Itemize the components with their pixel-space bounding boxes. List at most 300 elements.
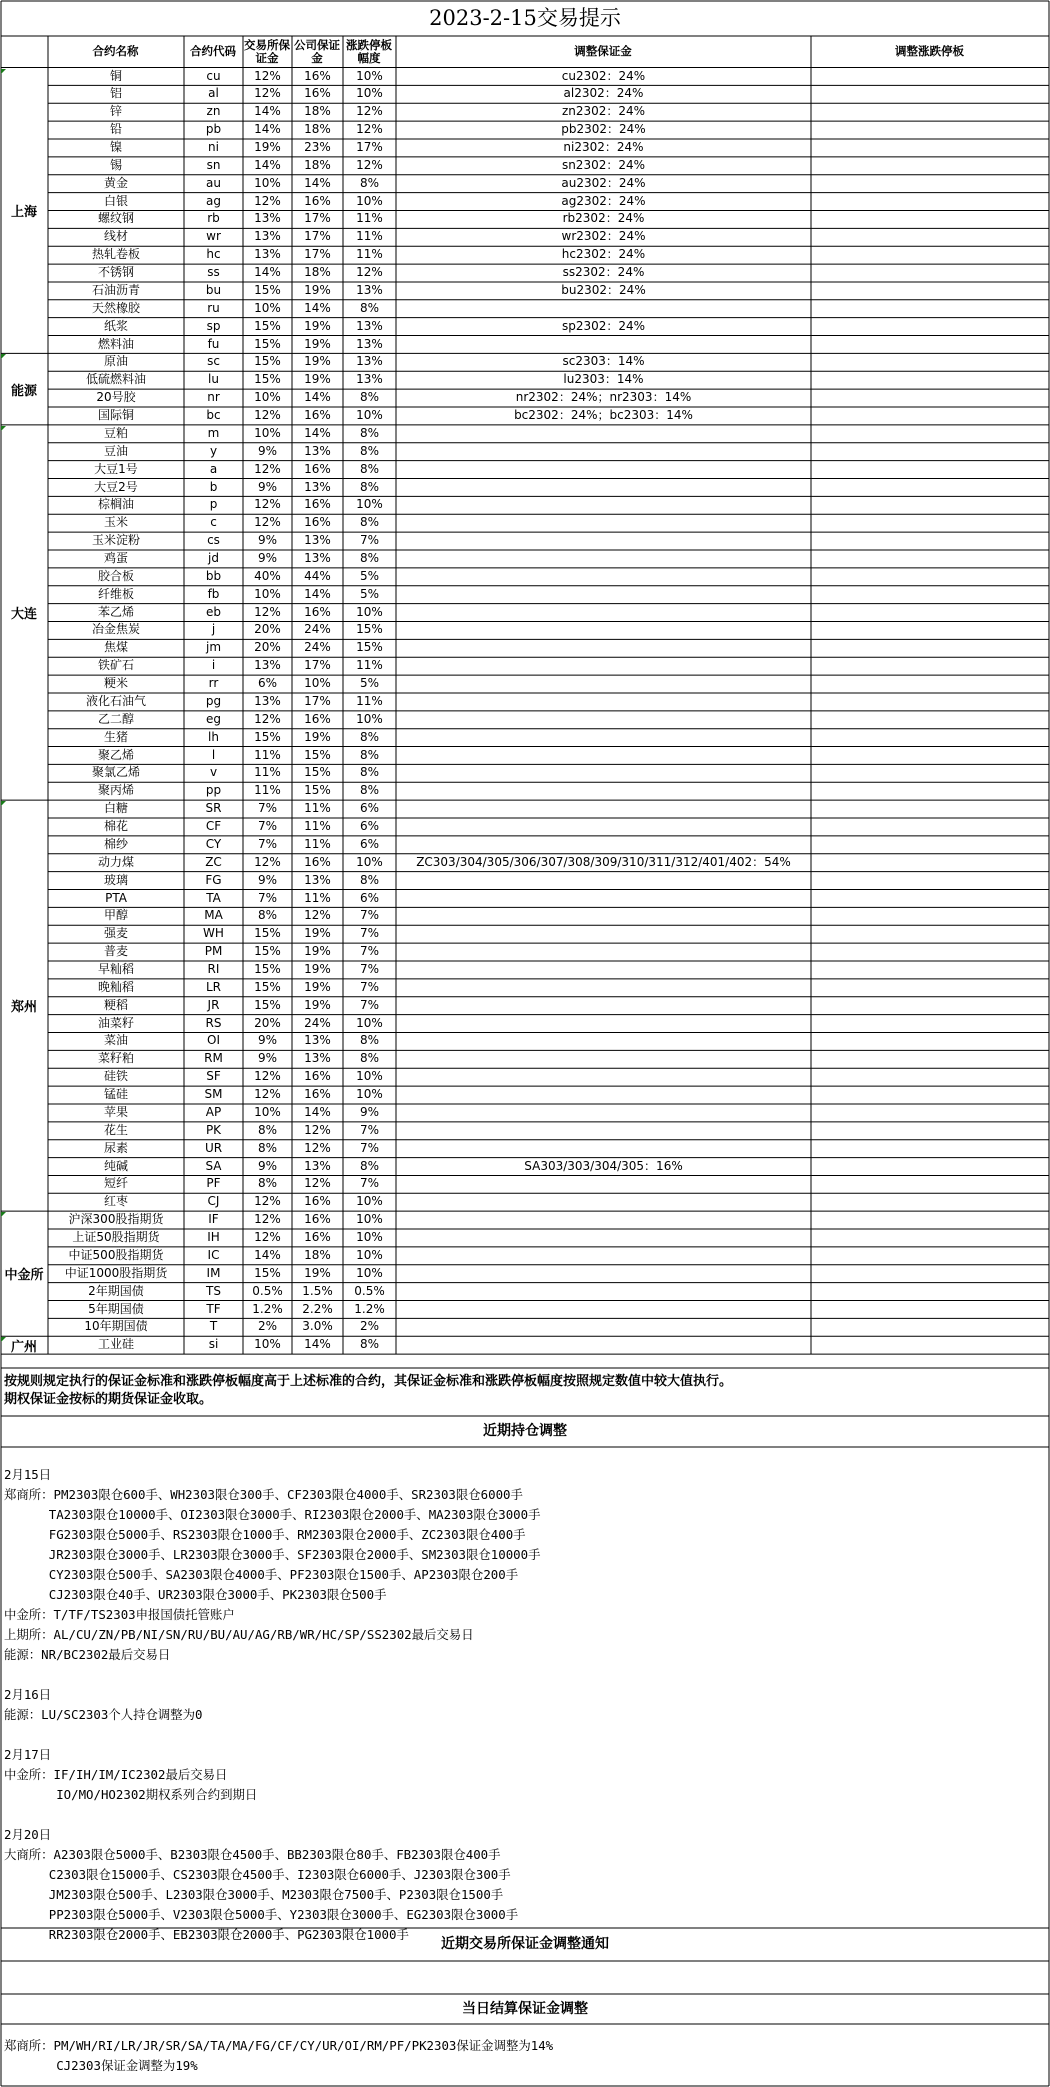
contract-code: IC	[207, 1247, 220, 1262]
contract-name: 铁矿石	[97, 658, 134, 673]
limit-range: 12%	[356, 122, 383, 137]
cell-marker-icon	[1, 426, 6, 431]
exchange-label: 郑州	[10, 1000, 37, 1016]
exchange-margin: 20%	[254, 640, 281, 655]
contract-code: WH	[203, 926, 224, 941]
contract-code: PF	[206, 1176, 221, 1191]
limit-range: 8%	[359, 1033, 380, 1048]
contract-name: 苯乙烯	[97, 604, 134, 619]
adjusted-margin	[396, 800, 811, 818]
exchange-margin: 20%	[254, 622, 281, 637]
company-margin: 16%	[304, 1087, 331, 1102]
contract-name: 聚丙烯	[97, 783, 134, 798]
contract-name: 晚籼稻	[97, 979, 134, 994]
limit-range: 7%	[359, 1176, 380, 1191]
company-margin: 18%	[304, 122, 331, 137]
exchange-margin: 11%	[254, 765, 281, 780]
contract-name: 20号胶	[96, 390, 136, 405]
limit-range: 17%	[356, 139, 383, 154]
contract-code: cu	[206, 68, 221, 83]
limit-range: 10%	[356, 1212, 383, 1227]
limit-range: 11%	[356, 247, 383, 262]
limit-range: 8%	[359, 872, 380, 887]
exchange-margin: 40%	[254, 568, 281, 583]
cell-marker-icon	[1, 69, 6, 74]
contract-name: 生猪	[103, 729, 128, 744]
exchange-margin: 15%	[254, 979, 281, 994]
adjusted-margin	[396, 782, 811, 800]
note-rule: 按规则规定执行的保证金标准和涨跌停板幅度高于上述标准的合约，其保证金标准和涨跌停板幅度按照规定数值中较大值执行。	[4, 1374, 733, 1389]
adjusted-margin: cu2302：24%	[561, 68, 646, 83]
company-margin: 16%	[304, 1212, 331, 1227]
contract-name: PTA	[105, 890, 127, 905]
contract-name: 铅	[109, 122, 122, 137]
contract-code: ag	[206, 193, 221, 208]
limit-range: 10%	[356, 68, 383, 83]
contract-name: 强麦	[103, 926, 128, 941]
exchange-margin: 12%	[254, 461, 281, 476]
limit-range: 5%	[359, 586, 380, 601]
exchange-label: 上海	[10, 204, 37, 220]
exchange-margin: 10%	[254, 586, 281, 601]
limit-range: 8%	[359, 1337, 380, 1352]
limit-range: 11%	[356, 211, 383, 226]
exchange-margin: 12%	[254, 68, 281, 83]
adjusted-margin	[396, 997, 811, 1015]
adjusted-margin	[396, 1140, 811, 1158]
contract-name: 早籼稻	[97, 962, 134, 976]
adjusted-margin	[396, 532, 811, 550]
limit-range: 8%	[359, 783, 380, 798]
company-margin: 15%	[304, 783, 331, 798]
contract-name: 聚乙烯	[97, 747, 134, 762]
contract-code: al	[208, 86, 219, 101]
company-margin: 14%	[304, 175, 331, 190]
position-line: 2月15日	[4, 1467, 52, 1482]
limit-range: 8%	[359, 515, 380, 530]
limit-range: 15%	[356, 640, 383, 655]
contract-code: bb	[205, 568, 222, 583]
contract-code: j	[211, 622, 216, 637]
contract-code: ru	[207, 300, 220, 315]
contract-code: UR	[204, 1140, 223, 1155]
exchange-margin: 11%	[254, 783, 281, 798]
contract-name: 菜油	[103, 1033, 128, 1048]
contract-name: 大豆1号	[94, 461, 138, 476]
contract-name: 2年期国债	[88, 1283, 144, 1298]
contract-code: nr	[207, 390, 220, 405]
exchange-margin: 14%	[254, 157, 281, 172]
company-margin: 19%	[304, 962, 331, 976]
limit-range: 6%	[359, 890, 380, 905]
section-exchange-notice: 近期交易所保证金调整通知	[441, 1936, 609, 1952]
adjusted-margin	[396, 890, 811, 908]
adjusted-margin	[396, 568, 811, 586]
contract-code: SF	[206, 1069, 221, 1084]
position-line: CJ2303限仓40手、UR2303限仓3000手、PK2303限仓500手	[4, 1587, 387, 1602]
limit-range: 10%	[356, 854, 383, 869]
exchange-margin: 6%	[257, 676, 278, 691]
adjusted-margin: ss2302：24%	[562, 265, 645, 280]
limit-range: 10%	[356, 1265, 383, 1280]
limit-range: 8%	[359, 550, 380, 565]
limit-range: 1.2%	[354, 1301, 385, 1316]
exchange-margin: 8%	[257, 908, 278, 923]
exchange-margin: 13%	[254, 693, 281, 708]
company-margin: 17%	[304, 211, 331, 226]
exchange-margin: 15%	[254, 926, 281, 941]
cell-marker-icon	[1, 1212, 6, 1217]
company-margin: 13%	[304, 872, 331, 887]
limit-range: 8%	[359, 300, 380, 315]
limit-range: 6%	[359, 836, 380, 851]
exchange-margin: 15%	[254, 354, 281, 369]
contract-name: 焦煤	[103, 640, 128, 655]
contract-name: 纯碱	[103, 1158, 128, 1173]
company-margin: 19%	[304, 729, 331, 744]
adjusted-margin	[396, 586, 811, 604]
contract-code: ni	[208, 139, 219, 154]
position-line: 中金所：T/TF/TS2303申报国债托管账户	[4, 1607, 235, 1622]
company-margin: 19%	[304, 926, 331, 941]
adjusted-margin: zn2302：24%	[561, 104, 646, 119]
header-exchange-margin: 交易所保证金	[244, 37, 290, 65]
exchange-margin: 13%	[254, 229, 281, 244]
adjusted-margin	[396, 1122, 811, 1140]
company-margin: 16%	[304, 1194, 331, 1209]
position-line: PP2303限仓5000手、V2303限仓5000手、Y2303限仓3000手、EG2303限仓3000手	[4, 1907, 519, 1922]
limit-range: 8%	[359, 461, 380, 476]
adjusted-margin	[396, 979, 811, 997]
exchange-margin: 15%	[254, 318, 281, 333]
company-margin: 16%	[304, 854, 331, 869]
contract-code: RS	[205, 1015, 222, 1030]
contract-code: pb	[205, 122, 222, 137]
adjusted-margin	[396, 872, 811, 890]
exchange-margin: 15%	[254, 962, 281, 976]
contract-name: 油菜籽	[97, 1015, 134, 1030]
limit-range: 10%	[356, 1247, 383, 1262]
company-margin: 12%	[304, 1140, 331, 1155]
company-margin: 19%	[304, 944, 331, 959]
contract-code: au	[206, 175, 221, 190]
cell-marker-icon	[1, 801, 6, 806]
position-line: 中金所：IF/IH/IM/IC2302最后交易日	[4, 1767, 228, 1782]
adjusted-margin	[396, 1015, 811, 1033]
exchange-margin: 12%	[254, 1087, 281, 1102]
exchange-margin: 15%	[254, 729, 281, 744]
position-line: 2月17日	[4, 1747, 52, 1762]
company-margin: 44%	[304, 568, 331, 583]
exchange-margin: 20%	[254, 1015, 281, 1030]
adjusted-margin: pb2302：24%	[561, 122, 646, 137]
exchange-margin: 12%	[254, 1069, 281, 1084]
note-option: 期权保证金按标的期货保证金收取。	[4, 1392, 213, 1407]
adjusted-margin	[396, 621, 811, 639]
position-line: FG2303限仓5000手、RS2303限仓1000手、RM2303限仓2000手、ZC2303限仓400手	[4, 1527, 526, 1542]
limit-range: 6%	[359, 801, 380, 816]
contract-name: 中证500股指期货	[68, 1247, 164, 1262]
contract-code: b	[209, 479, 218, 494]
company-margin: 16%	[304, 408, 331, 423]
contract-name: 沪深300股指期货	[68, 1212, 164, 1227]
company-margin: 19%	[304, 354, 331, 369]
contract-code: c	[210, 515, 217, 530]
exchange-margin: 14%	[254, 265, 281, 280]
exchange-margin: 1.2%	[252, 1301, 283, 1316]
exchange-margin: 19%	[254, 139, 281, 154]
adjusted-margin	[396, 1229, 811, 1247]
company-margin: 16%	[304, 461, 331, 476]
limit-range: 8%	[359, 443, 380, 458]
exchange-margin: 15%	[254, 1265, 281, 1280]
company-margin: 14%	[304, 390, 331, 405]
contract-code: wr	[206, 229, 221, 244]
contract-code: lh	[208, 729, 219, 744]
company-margin: 19%	[304, 997, 331, 1012]
contract-name: 白银	[103, 193, 128, 208]
exchange-margin: 7%	[257, 801, 278, 816]
company-margin: 12%	[304, 1122, 331, 1137]
limit-range: 7%	[359, 962, 380, 976]
contract-code: T	[209, 1319, 218, 1334]
adjusted-margin	[396, 1265, 811, 1283]
contract-code: m	[207, 425, 220, 440]
contract-code: RM	[204, 1051, 223, 1066]
exchange-margin: 7%	[257, 890, 278, 905]
exchange-margin: 13%	[254, 247, 281, 262]
adjusted-margin: bc2302：24%；bc2303：14%	[514, 408, 693, 423]
cell-marker-icon	[1, 1337, 6, 1342]
limit-range: 8%	[359, 747, 380, 762]
exchange-margin: 15%	[254, 944, 281, 959]
limit-range: 8%	[359, 729, 380, 744]
contract-code: eb	[206, 604, 221, 619]
contract-code: IH	[207, 1230, 220, 1245]
adjusted-margin: sn2302：24%	[561, 157, 646, 172]
contract-code: MA	[204, 908, 223, 923]
position-line: CY2303限仓500手、SA2303限仓4000手、PF2303限仓1500手、AP2303限仓200手	[4, 1567, 519, 1582]
limit-range: 7%	[359, 533, 380, 548]
company-margin: 19%	[304, 1265, 331, 1280]
contract-code: AP	[205, 1104, 222, 1119]
adjusted-margin	[396, 1086, 811, 1104]
contract-name: 螺纹钢	[97, 211, 134, 226]
contract-name: 原油	[103, 354, 128, 369]
settlement-line: 郑商所：PM/WH/RI/LR/JR/SR/SA/TA/MA/FG/CF/CY/UR/OI/RM/PF/PK2303保证金调整为14%	[4, 2038, 554, 2053]
limit-range: 12%	[356, 265, 383, 280]
company-margin: 17%	[304, 247, 331, 262]
contract-name: 粳稻	[103, 997, 128, 1012]
adjusted-margin: nr2302：24%；nr2303：14%	[515, 390, 692, 405]
exchange-margin: 12%	[254, 1194, 281, 1209]
company-margin: 18%	[304, 1247, 331, 1262]
contract-code: pg	[205, 693, 222, 708]
company-margin: 17%	[304, 658, 331, 673]
position-line: 2月16日	[4, 1687, 52, 1702]
contract-code: a	[209, 461, 218, 476]
adjusted-margin	[396, 443, 811, 461]
limit-range: 8%	[359, 1051, 380, 1066]
exchange-margin: 0.5%	[252, 1283, 283, 1298]
adjusted-margin	[396, 1068, 811, 1086]
limit-range: 10%	[356, 711, 383, 726]
company-margin: 13%	[304, 533, 331, 548]
contract-name: 5年期国债	[88, 1301, 144, 1316]
exchange-margin: 12%	[254, 1212, 281, 1227]
contract-code: rb	[207, 211, 220, 226]
limit-range: 8%	[359, 390, 380, 405]
contract-name: 低硫燃料油	[85, 372, 146, 387]
contract-code: CY	[205, 836, 222, 851]
exchange-margin: 9%	[257, 443, 278, 458]
contract-code: IM	[206, 1265, 221, 1280]
exchange-margin: 10%	[254, 425, 281, 440]
exchange-margin: 14%	[254, 1247, 281, 1262]
adjusted-margin	[396, 1283, 811, 1301]
contract-name: 棕榈油	[97, 497, 134, 512]
settlement-line: CJ2303保证金调整为19%	[4, 2058, 198, 2073]
limit-range: 11%	[356, 693, 383, 708]
contract-code: p	[209, 497, 218, 512]
position-line: 上期所：AL/CU/ZN/PB/NI/SN/RU/BU/AU/AG/RB/WR/HC/SP/SS2302最后交易日	[4, 1627, 474, 1642]
contract-code: y	[209, 443, 218, 458]
contract-name: 大豆2号	[94, 479, 138, 494]
contract-code: TF	[206, 1301, 221, 1316]
limit-range: 13%	[356, 282, 383, 297]
limit-range: 11%	[356, 658, 383, 673]
contract-code: RI	[207, 962, 220, 976]
contract-code: jd	[208, 550, 219, 565]
company-margin: 16%	[304, 515, 331, 530]
adjusted-margin	[396, 1336, 811, 1354]
exchange-margin: 12%	[254, 854, 281, 869]
contract-name: 花生	[103, 1122, 128, 1137]
exchange-margin: 14%	[254, 122, 281, 137]
company-margin: 11%	[304, 801, 331, 816]
adjusted-margin	[396, 461, 811, 479]
limit-range: 10%	[356, 86, 383, 101]
contract-name: 玉米	[103, 515, 128, 530]
contract-code: SA	[205, 1158, 222, 1173]
exchange-margin: 15%	[254, 336, 281, 351]
exchange-margin: 11%	[254, 747, 281, 762]
position-line: 2月20日	[4, 1827, 52, 1842]
page-title: 2023-2-15交易提示	[429, 6, 621, 30]
header-adjusted-margin: 调整保证金	[574, 44, 632, 58]
exchange-margin: 8%	[257, 1176, 278, 1191]
company-margin: 24%	[304, 640, 331, 655]
contract-name: 棉花	[103, 819, 128, 834]
limit-range: 8%	[359, 1158, 380, 1173]
contract-name: 线材	[103, 229, 128, 244]
contract-name: 胶合板	[97, 568, 134, 583]
company-margin: 14%	[304, 300, 331, 315]
limit-range: 7%	[359, 1122, 380, 1137]
adjusted-margin	[396, 675, 811, 693]
exchange-margin: 10%	[254, 1104, 281, 1119]
company-margin: 15%	[304, 765, 331, 780]
limit-range: 2%	[359, 1319, 380, 1334]
company-margin: 14%	[304, 425, 331, 440]
limit-range: 7%	[359, 979, 380, 994]
company-margin: 14%	[304, 1104, 331, 1119]
company-margin: 16%	[304, 497, 331, 512]
company-margin: 15%	[304, 747, 331, 762]
limit-range: 7%	[359, 1140, 380, 1155]
adjusted-margin	[396, 1193, 811, 1211]
exchange-margin: 13%	[254, 211, 281, 226]
contract-code: sn	[206, 157, 221, 172]
contract-name: 苹果	[103, 1104, 128, 1119]
limit-range: 12%	[356, 104, 383, 119]
company-margin: 16%	[304, 711, 331, 726]
contract-code: ZC	[205, 854, 222, 869]
exchange-margin: 12%	[254, 711, 281, 726]
contract-code: jm	[205, 640, 222, 655]
contract-code: sp	[206, 318, 221, 333]
header-company-margin: 公司保证金	[294, 37, 340, 65]
exchange-margin: 15%	[254, 997, 281, 1012]
limit-range: 6%	[359, 819, 380, 834]
adjusted-margin	[396, 729, 811, 747]
adjusted-margin: al2302：24%	[563, 86, 644, 101]
exchange-margin: 12%	[254, 86, 281, 101]
adjusted-margin: ZC303/304/305/306/307/308/309/310/311/312/401/402：54%	[416, 854, 791, 869]
exchange-margin: 13%	[254, 658, 281, 673]
exchange-margin: 10%	[254, 300, 281, 315]
adjusted-margin: wr2302：24%	[561, 229, 646, 244]
adjusted-margin	[396, 425, 811, 443]
company-margin: 18%	[304, 104, 331, 119]
contract-code: SM	[204, 1087, 223, 1102]
position-line: 能源：NR/BC2302最后交易日	[4, 1647, 171, 1662]
position-line: C2303限仓15000手、CS2303限仓4500手、I2303限仓6000手、J2303限仓300手	[4, 1867, 511, 1882]
contract-name: 玉米淀粉	[91, 533, 140, 548]
limit-range: 13%	[356, 318, 383, 333]
contract-name: 中证1000股指期货	[64, 1265, 168, 1280]
exchange-margin: 15%	[254, 372, 281, 387]
adjusted-margin	[396, 925, 811, 943]
contract-code: CJ	[207, 1194, 220, 1209]
limit-range: 7%	[359, 926, 380, 941]
header-name: 合约名称	[92, 44, 139, 58]
cell-marker-icon	[1, 354, 6, 359]
limit-range: 10%	[356, 1015, 383, 1030]
contract-code: TA	[206, 890, 221, 905]
exchange-label: 广州	[10, 1339, 37, 1355]
contract-code: pp	[205, 783, 222, 798]
limit-range: 10%	[356, 193, 383, 208]
contract-name: 白糖	[103, 801, 128, 816]
contract-code: v	[209, 765, 218, 780]
adjusted-margin	[396, 693, 811, 711]
contract-code: rr	[208, 676, 219, 691]
contract-code: ss	[207, 265, 220, 280]
exchange-margin: 9%	[257, 479, 278, 494]
company-margin: 10%	[304, 676, 331, 691]
limit-range: 5%	[359, 676, 380, 691]
exchange-margin: 15%	[254, 282, 281, 297]
limit-range: 7%	[359, 997, 380, 1012]
contract-code: CF	[205, 819, 222, 834]
exchange-label: 中金所	[4, 1268, 44, 1284]
company-margin: 2.2%	[302, 1301, 333, 1316]
contract-name: 锰硅	[103, 1087, 128, 1102]
adjusted-margin: hc2302：24%	[561, 247, 646, 262]
contract-name: 尿素	[103, 1140, 128, 1155]
contract-name: 普麦	[103, 944, 128, 959]
